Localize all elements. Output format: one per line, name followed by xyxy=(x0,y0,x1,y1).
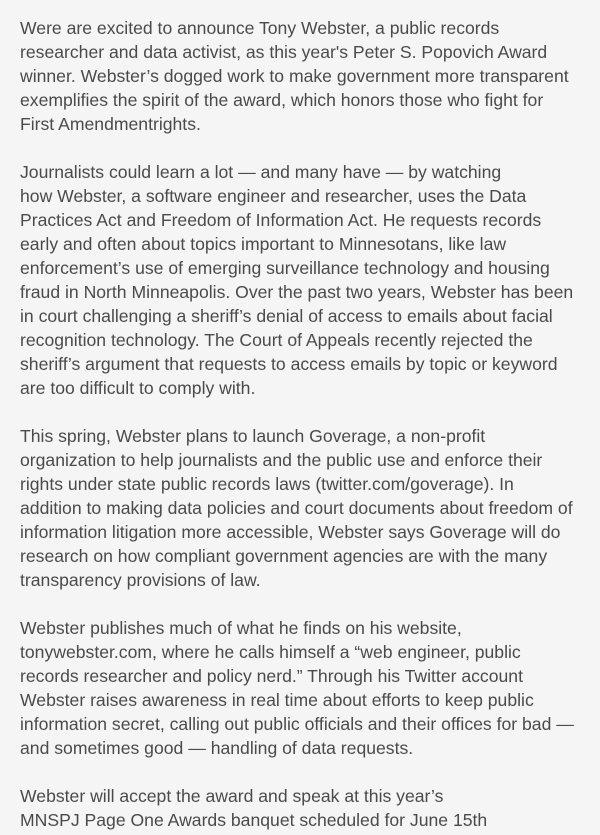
text-line: in court challenging a sheriff’s denial of access to emails about facial xyxy=(20,306,553,326)
text-line: This spring, Webster plans to launch Goverage, a non-profit xyxy=(20,426,486,446)
text-line: how Webster, a software engineer and researcher, uses the Data xyxy=(20,186,527,206)
text-line: and sometimes good — handling of data requests. xyxy=(20,738,414,758)
text-line: Webster will accept the award and speak at this year’s xyxy=(20,786,444,806)
text-line: addition to making data policies and court documents about freedom of xyxy=(20,498,573,518)
text-line: tonywebster.com, where he calls himself a “web engineer, public xyxy=(20,642,521,662)
text-line: are too difficult to comply with. xyxy=(20,378,256,398)
text-line: transparency provisions of law. xyxy=(20,570,261,590)
paragraph-website xyxy=(20,616,581,760)
paragraph-goverage xyxy=(20,424,581,592)
text-line: recognition technology. The Court of Appeals recently rejected the xyxy=(20,330,533,350)
text-line: information litigation more accessible, Webster says Goverage will do xyxy=(20,522,561,542)
text-line: First Amendmentrights. xyxy=(20,114,201,134)
text-line: rights under state public records laws (twitter.com/goverage). In xyxy=(20,474,514,494)
text-line: early and often about topics important to Minnesotans, like law xyxy=(20,234,507,254)
paragraph-banquet xyxy=(20,784,581,832)
text-line: enforcement’s use of emerging surveillance technology and housing xyxy=(20,258,550,278)
text-line: organization to help journalists and the public use and enforce their xyxy=(20,450,543,470)
text-line: researcher and data activist, as this year's Peter S. Popovich Award xyxy=(20,42,548,62)
paragraph-journalists xyxy=(20,160,581,400)
text-line: MNSPJ Page One Awards banquet scheduled for June 15th xyxy=(20,810,488,830)
text-line: records researcher and policy nerd.” Through his Twitter account xyxy=(20,666,523,686)
text-line: Practices Act and Freedom of Information Act. He requests records xyxy=(20,210,542,230)
text-line: exemplifies the spirit of the award, which honors those who fight for xyxy=(20,90,544,110)
text-line: Journalists could learn a lot — and many have — by watching xyxy=(20,162,502,182)
text-line: Webster raises awareness in real time about efforts to keep public xyxy=(20,690,534,710)
text-line: research on how compliant government agencies are with the many xyxy=(20,546,548,566)
text-line: Webster publishes much of what he finds on his website, xyxy=(20,618,462,638)
text-line: sheriff’s argument that requests to access emails by topic or keyword xyxy=(20,354,558,374)
text-line: winner. Webster’s dogged work to make government more transparent xyxy=(20,66,569,86)
text-line: information secret, calling out public officials and their offices for bad — xyxy=(20,714,574,734)
text-line: Were are excited to announce Tony Webster, a public records xyxy=(20,18,500,38)
text-line: fraud in North Minneapolis. Over the past two years, Webster has been xyxy=(20,282,574,302)
paragraph-announcement xyxy=(20,16,581,136)
